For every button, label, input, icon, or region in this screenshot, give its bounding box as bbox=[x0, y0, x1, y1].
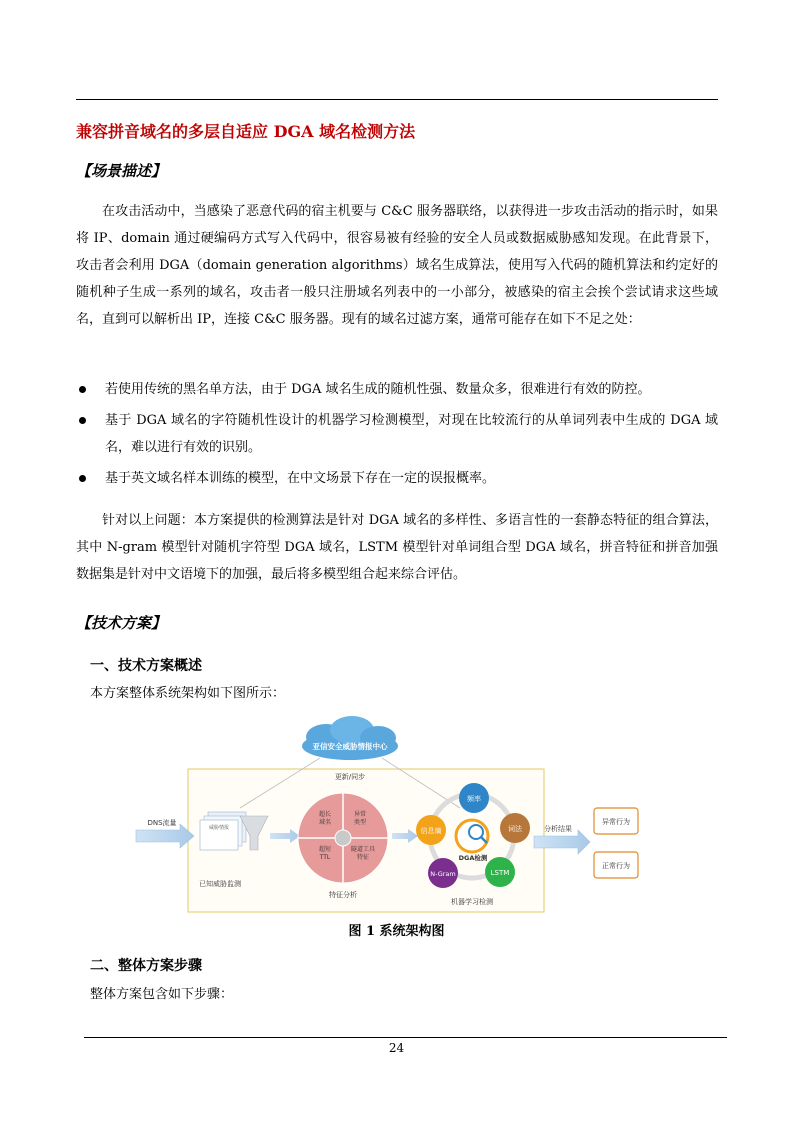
document-stack-icon bbox=[200, 812, 246, 850]
figure-caption: 图 1 系统架构图 bbox=[348, 924, 445, 939]
steps-text: 整体方案包含如下步骤： bbox=[90, 987, 234, 1002]
steps-heading: 二、整体方案步骤 bbox=[90, 958, 202, 974]
svg-text:词法: 词法 bbox=[508, 825, 522, 833]
abnormal-label: 异常行为 bbox=[602, 818, 630, 826]
feature-analysis-pie bbox=[298, 793, 388, 883]
quadrant-line: 超短 bbox=[318, 846, 332, 853]
bullet-icon bbox=[79, 386, 86, 393]
svg-text:信息熵: 信息熵 bbox=[420, 827, 442, 835]
quadrant-line: 域名 bbox=[318, 819, 332, 826]
list-item: 若使用传统的黑名单方法，由于 DGA 域名生成的随机性强、数量众多，很难进行有效的防控。 bbox=[76, 376, 718, 403]
overview-heading: 一、技术方案概述 bbox=[90, 658, 202, 674]
quadrant-line: TTL bbox=[319, 854, 331, 861]
solution-paragraph: 针对以上问题：本方案提供的检测算法是针对 DGA 域名的多样性、多语言性的一套静态特征的组合算法，其中 N-gram 模型针对随机字符型 DGA 域名，LSTM 模型针对单词组合型 DGA 域名，拼音特征和拼音加强数据集是针对中文语境下的加强，最后将多模型组合起来综合评估。 bbox=[76, 513, 718, 582]
list-item: 基于 DGA 域名的字符随机性设计的机器学习检测模型，对现在比较流行的从单词列表中生成的 DGA 域名，难以进行有效的识别。 bbox=[76, 407, 718, 461]
cloud-icon bbox=[302, 716, 398, 760]
list-item: 基于英文域名样本训练的模型，在中文场景下存在一定的误报概率。 bbox=[76, 465, 718, 492]
intel-label: 威胁情报 bbox=[208, 825, 230, 831]
svg-text:LSTM: LSTM bbox=[490, 869, 510, 877]
magnifier-icon bbox=[469, 825, 483, 839]
overview-text: 本方案整体系统架构如下图所示： bbox=[90, 686, 286, 701]
dns-label: DNS流量 bbox=[147, 819, 177, 827]
cloud-label: 亚信安全威胁情报中心 bbox=[312, 742, 388, 751]
system-architecture-diagram bbox=[120, 712, 680, 914]
feature-label: 特征分析 bbox=[329, 891, 357, 899]
result-label: 分析结果 bbox=[544, 825, 572, 833]
section-heading-scenario: 【场景描述】 bbox=[76, 162, 167, 180]
section-heading-technical: 【技术方案】 bbox=[76, 614, 167, 632]
dns-arrow-icon bbox=[136, 824, 194, 848]
scenario-paragraph: 在攻击活动中，当感染了恶意代码的宿主机要与 C&C 服务器联络，以获得进一步攻击活动的指示时，如果将 IP、domain 通过硬编码方式写入代码中，很容易被有经验的安全人员或数据威胁感知发现。在此背景下，攻击者会利用 DGA（domain generation algorithms）域名生成算法，使用写入代码的随机算法和约定好的随机种子生成一系列的域名，攻击者一般只注册域名列表中的一小部分，被感染的宿主会挨个尝试请求这些域名，直到可以解析出 IP，连接 C&C 服务器。现有的域名过滤方案，通常可能存在如下不足之处： bbox=[76, 204, 718, 327]
footer-rule bbox=[84, 1037, 727, 1038]
dga-label: DGA检测 bbox=[458, 854, 488, 862]
issue-list bbox=[76, 376, 718, 496]
header-rule bbox=[76, 99, 718, 100]
quadrant-line: 异常 bbox=[353, 811, 367, 818]
update-label: 更新/同步 bbox=[334, 773, 366, 781]
ml-label: 机器学习检测 bbox=[451, 898, 493, 906]
bullet-icon bbox=[79, 475, 86, 482]
svg-text:N-Gram: N-Gram bbox=[430, 870, 456, 878]
bullet-icon bbox=[79, 417, 86, 424]
page-number: 24 bbox=[388, 1041, 405, 1055]
normal-label: 正常行为 bbox=[602, 862, 630, 870]
quadrant-line: 超长 bbox=[318, 811, 332, 818]
quadrant-line: 类型 bbox=[353, 819, 367, 826]
quadrant-line: 特征 bbox=[356, 854, 370, 861]
known-threat-label: 已知威胁监测 bbox=[199, 880, 241, 888]
svg-text:频率: 频率 bbox=[467, 795, 481, 803]
document-title: 兼容拼音域名的多层自适应 DGA 域名检测方法 bbox=[76, 122, 416, 141]
quadrant-line: 隧道工具 bbox=[350, 846, 376, 853]
